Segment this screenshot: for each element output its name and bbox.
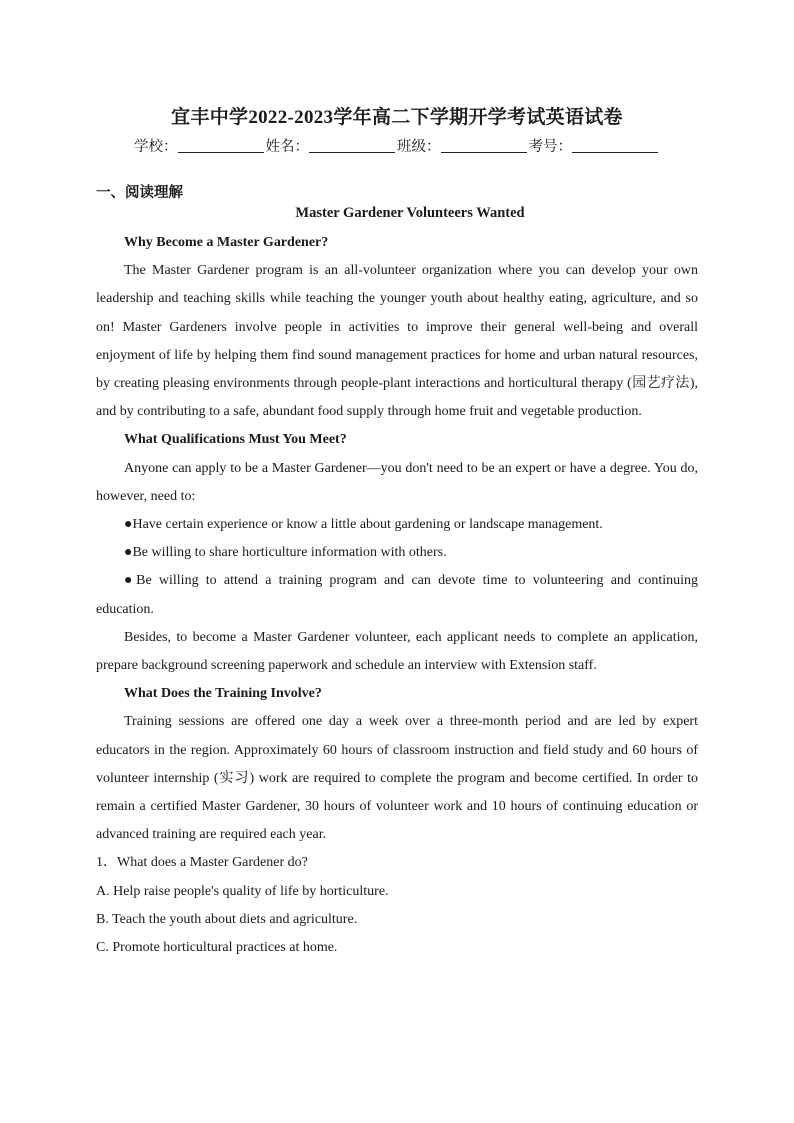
option-a[interactable]: A. Help raise people's quality of life by horticulture. — [96, 883, 389, 899]
student-info-line — [0, 135, 794, 156]
paragraph-4: Training sessions are offered one day a week over a three-month period and are led by expert educators in the region. Approximately 60 hours of classroom instruction and field study and 60 hours of volunteer internship (实习) work are required to complete the program and become certified. In order to remain a certified Master Gardener, 30 hours of volunteer work and 10 hours of continuing education or advanced training are required each year. — [96, 714, 698, 843]
paragraph-3: Besides, to become a Master Gardener volunteer, each applicant needs to complete an application, prepare background screening paperwork and schedule an interview with Extension staff. — [96, 629, 698, 674]
subheading-qualifications: What Qualifications Must You Meet? — [124, 432, 347, 448]
article-body — [96, 229, 698, 962]
bullet-item: ●Be willing to share horticulture information with others. — [124, 545, 447, 561]
bullet-item: ●Have certain experience or know a little about gardening or landscape management. — [124, 517, 603, 533]
name-blank[interactable] — [309, 138, 395, 153]
article-title: Master Gardener Volunteers Wanted — [295, 205, 525, 221]
name-field — [266, 135, 398, 156]
option-c[interactable]: C. Promote horticultural practices at home. — [96, 940, 338, 956]
subheading-training: What Does the Training Involve? — [124, 686, 322, 702]
bullet-item: ●Be willing to attend a training program and can devote time to volunteering and continuing education. — [96, 573, 698, 617]
subheading-why: Why Become a Master Gardener? — [124, 235, 329, 250]
paragraph-2: Anyone can apply to be a Master Gardener—you don't need to be an expert or have a degree. You do, however, need to: — [96, 460, 698, 504]
option-b[interactable]: B. Teach the youth about diets and agriculture. — [96, 911, 358, 927]
section-heading: 一、阅读理解 — [96, 185, 183, 201]
school-label: 学校： — [134, 139, 178, 155]
exam-title: 宜丰中学2022-2023学年高二下学期开学考试英语试卷 — [171, 107, 623, 128]
class-field — [397, 135, 529, 156]
name-label: 姓名： — [265, 139, 309, 155]
exam-number-blank[interactable] — [572, 138, 658, 153]
exam-number-field — [529, 135, 661, 156]
paragraph-1: The Master Gardener program is an all-volunteer organization where you can develop your own leadership and teaching skills while teaching the younger youth about healthy eating, agriculture, and so on! Master Gardeners involve people in activities to improve their general well-being and overall enjoyment of life by helping them find sound management practices for home and urban natural resources, by creating pleasing environments through people-plant interactions and horticultural therapy (园艺疗法), and by contributing to a safe, abundant food supply through home fruit and vegetable production. — [96, 263, 698, 420]
school-field — [134, 135, 266, 156]
question-stem: 1．What does a Master Gardener do? — [96, 855, 308, 871]
class-blank[interactable] — [441, 138, 527, 153]
class-label: 班级： — [397, 139, 441, 155]
school-blank[interactable] — [178, 138, 264, 153]
exam-number-label: 考号： — [528, 139, 572, 155]
